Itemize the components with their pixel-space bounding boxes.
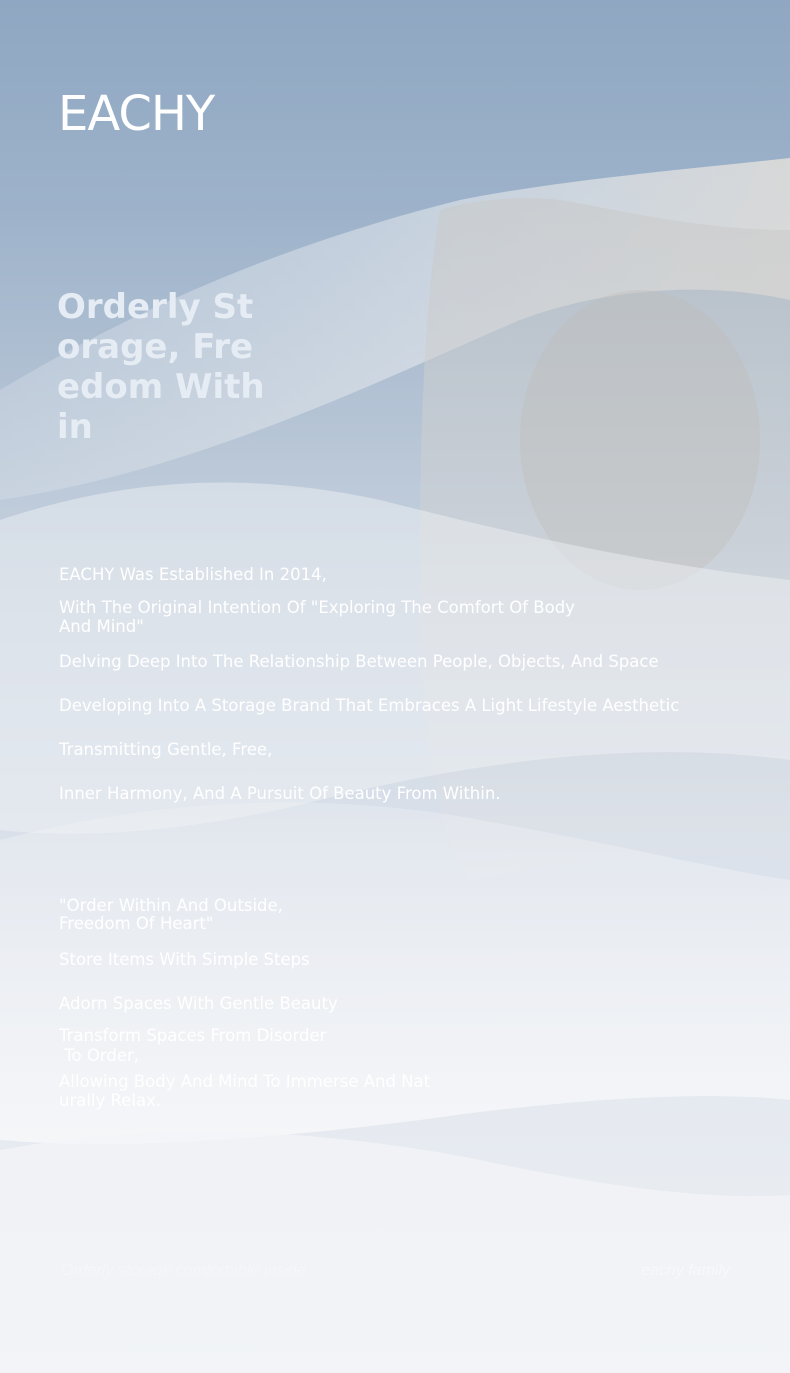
- intro-line-intention: With The Original Intention Of "Exploring The Comfort Of Body And Mind": [59, 598, 575, 636]
- philosophy-line-transform-part-1: Transform Spaces From Disorder: [59, 1026, 327, 1045]
- intro-line-transmitting: Transmitting Gentle, Free,: [59, 740, 273, 759]
- intro-line-brand: Developing Into A Storage Brand That Embraces A Light Lifestyle Aesthetic: [59, 696, 680, 715]
- headline: Orderly Storage, Freedom Within: [57, 287, 265, 447]
- intro-line-harmony: Inner Harmony, And A Pursuit Of Beauty From Within.: [59, 784, 501, 803]
- philosophy-line-adorn: Adorn Spaces With Gentle Beauty: [59, 994, 338, 1013]
- brand-logo: EACHY: [58, 86, 215, 142]
- philosophy-line-relax: Allowing Body And Mind To Immerse And Naturally Relax.: [59, 1072, 431, 1110]
- philosophy-line-store: Store Items With Simple Steps: [59, 950, 310, 969]
- philosophy-quote-part-1: "Order Within And Outside,: [59, 896, 283, 915]
- philosophy-quote-part-2: Freedom Of Heart": [59, 914, 214, 933]
- footer-tagline: Orderly storage comfortable inside.: [61, 1262, 310, 1279]
- intro-line-relationship: Delving Deep Into The Relationship Between People, Objects, And Space: [59, 652, 659, 671]
- philosophy-line-transform-part-2: To Order,: [59, 1046, 139, 1065]
- intro-line-established: EACHY Was Established In 2014,: [59, 565, 327, 584]
- footer-signature: eachy family: [641, 1262, 730, 1279]
